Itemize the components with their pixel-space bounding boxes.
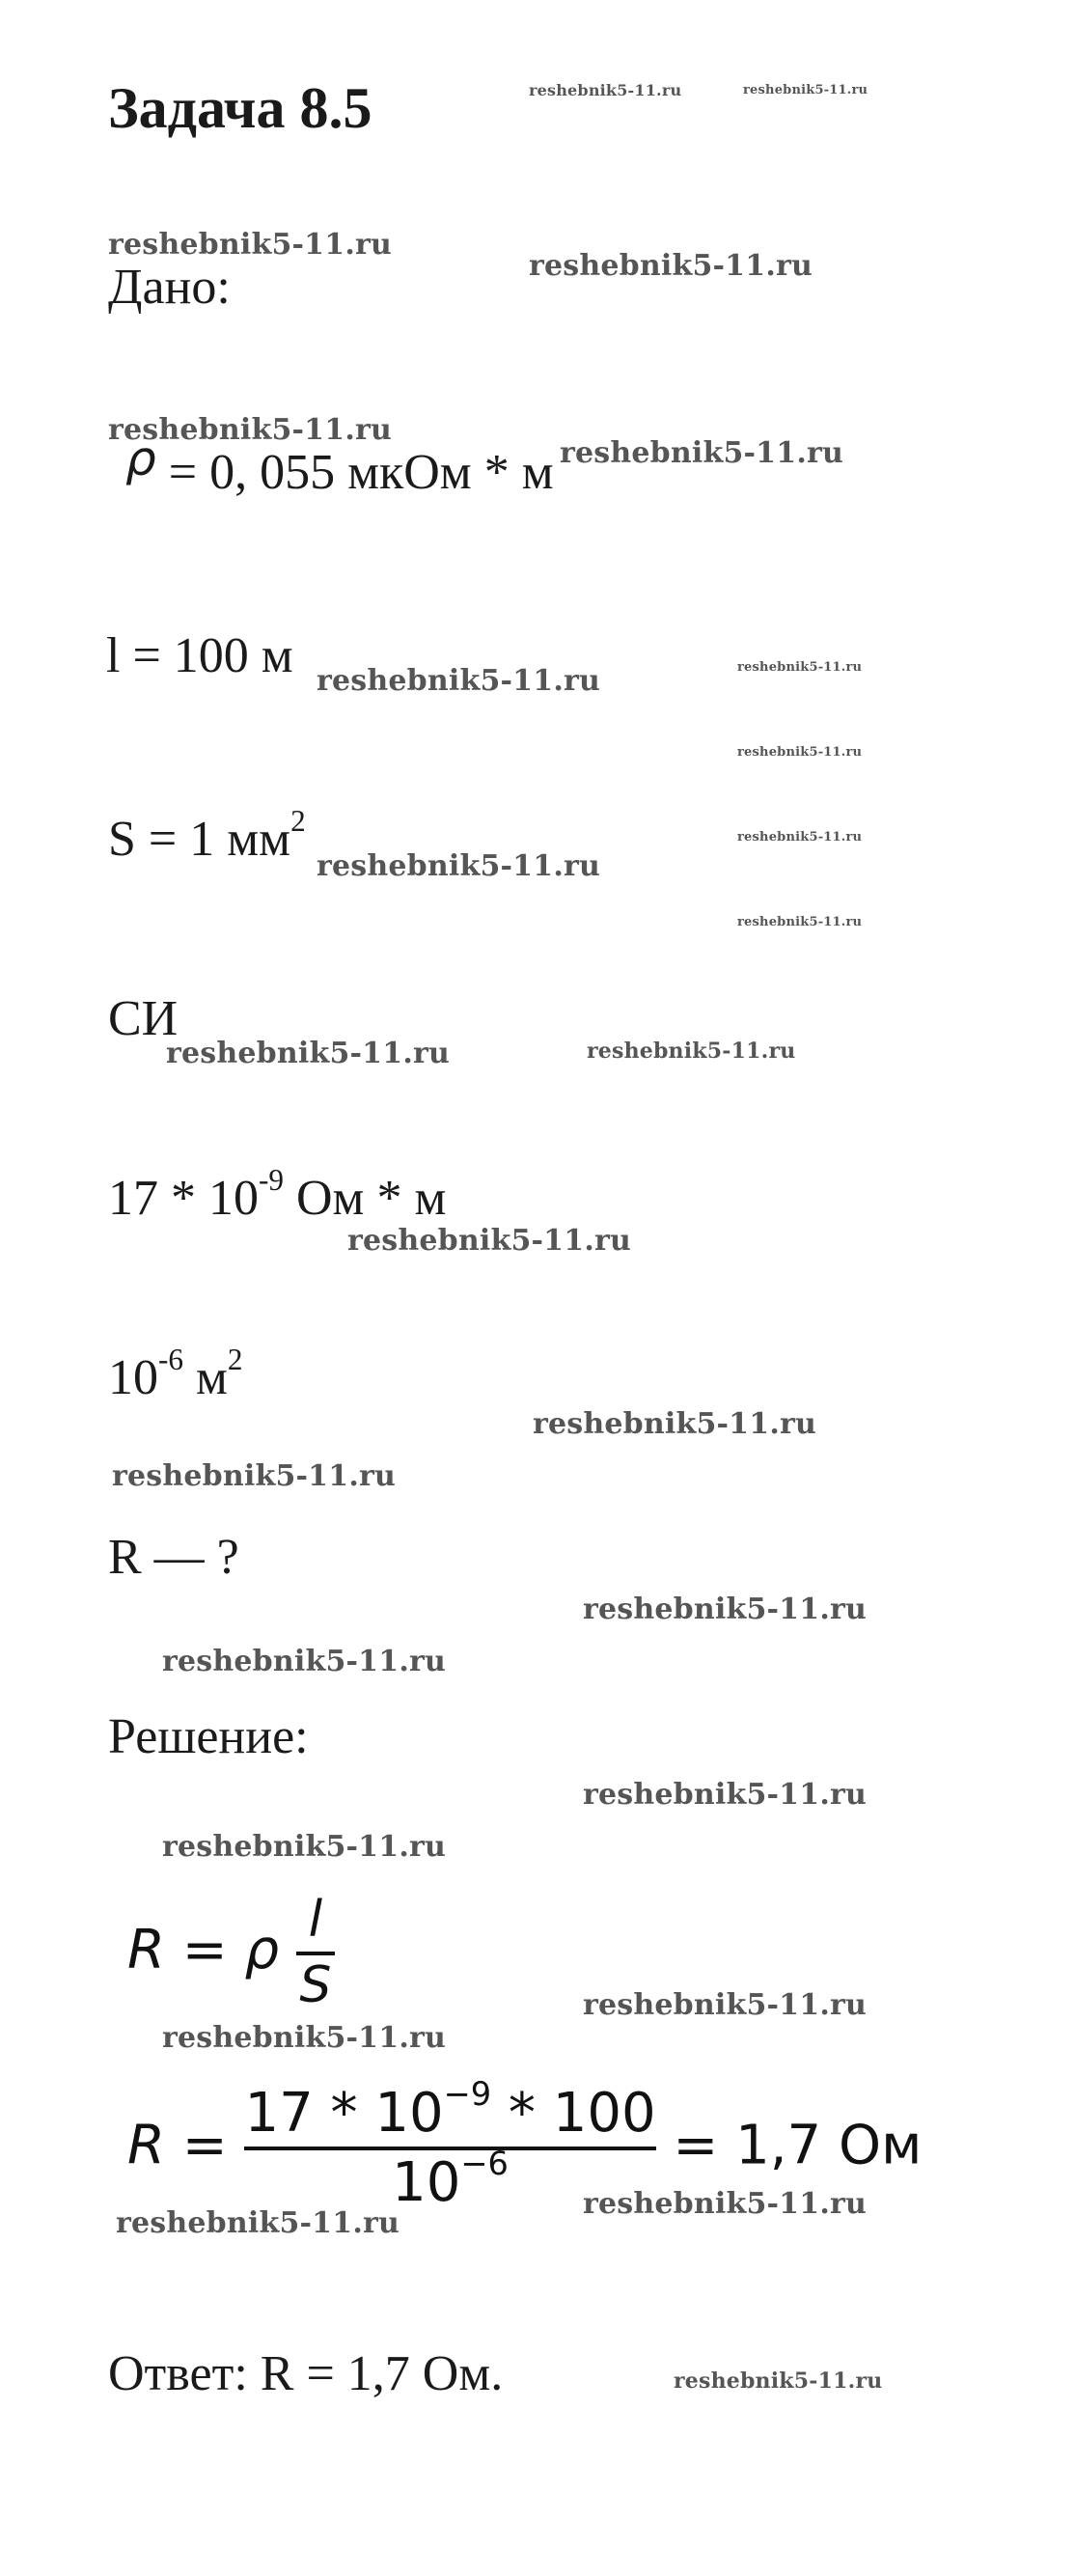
watermark: reshebnik5-11.ru xyxy=(317,849,600,883)
formula1-lhs: R xyxy=(127,1918,165,1981)
watermark: reshebnik5-11.ru xyxy=(583,1778,867,1812)
area-exponent: 2 xyxy=(290,804,306,839)
watermark: reshebnik5-11.ru xyxy=(162,1645,446,1678)
watermark: reshebnik5-11.ru xyxy=(743,83,868,97)
si-rho-exponent: -9 xyxy=(259,1163,284,1198)
rho-symbol: ρ xyxy=(125,430,156,486)
watermark: reshebnik5-11.ru xyxy=(674,2368,883,2394)
formula1-numerator: l xyxy=(308,1891,323,1949)
watermark: reshebnik5-11.ru xyxy=(108,228,392,262)
formula-resistance-definition xyxy=(127,1892,335,2015)
given-area xyxy=(108,804,306,868)
si-area-base: 10 xyxy=(108,1350,158,1405)
si-label: СИ xyxy=(108,991,179,1046)
formula2-result: = 1,7 Ом xyxy=(673,2114,923,2177)
watermark: reshebnik5-11.ru xyxy=(529,249,813,283)
watermark: reshebnik5-11.ru xyxy=(533,1407,816,1441)
page-title: Задача 8.5 xyxy=(108,76,372,140)
watermark: reshebnik5-11.ru xyxy=(737,745,863,760)
si-area-exponent: -6 xyxy=(158,1343,183,1377)
answer-line: Ответ: R = 1,7 Ом. xyxy=(108,2346,504,2401)
watermark: reshebnik5-11.ru xyxy=(347,1224,631,1258)
formula2-numerator xyxy=(244,2075,656,2145)
formula1-fraction xyxy=(296,1892,335,2015)
watermark: reshebnik5-11.ru xyxy=(587,1039,796,1064)
rho-value: = 0, 055 мкОм * м xyxy=(168,445,554,500)
formula2-equals: = xyxy=(181,2114,228,2177)
watermark: reshebnik5-11.ru xyxy=(560,436,843,470)
watermark: reshebnik5-11.ru xyxy=(116,2206,400,2240)
watermark: reshebnik5-11.ru xyxy=(162,1830,446,1864)
given-label: Дано: xyxy=(108,260,231,315)
formula1-fraction-bar xyxy=(296,1952,335,1955)
watermark: reshebnik5-11.ru xyxy=(317,664,600,698)
watermark: reshebnik5-11.ru xyxy=(108,413,392,447)
formula2-fraction-bar xyxy=(244,2147,655,2150)
si-area-unit: м xyxy=(182,1350,228,1405)
formula2-num-base: 17 * 10 xyxy=(244,2082,444,2145)
find-label: R — ? xyxy=(108,1530,239,1585)
formula2-num-tail: * 100 xyxy=(491,2082,656,2145)
watermark: reshebnik5-11.ru xyxy=(737,660,863,675)
watermark: reshebnik5-11.ru xyxy=(583,2187,867,2221)
formula2-den-base: 10 xyxy=(392,2151,461,2215)
solution-label: Решение: xyxy=(108,1709,309,1764)
watermark: reshebnik5-11.ru xyxy=(583,1593,867,1626)
formula2-lhs: R xyxy=(127,2114,165,2177)
formula1-rho: ρ xyxy=(244,1918,280,1981)
watermark: reshebnik5-11.ru xyxy=(112,1459,396,1493)
watermark: reshebnik5-11.ru xyxy=(737,830,863,845)
formula1-denominator: S xyxy=(299,1955,332,2014)
area-base: S = 1 мм xyxy=(108,812,291,867)
si-resistivity xyxy=(108,1163,447,1227)
given-length: l = 100 м xyxy=(106,628,293,683)
watermark: reshebnik5-11.ru xyxy=(166,1037,450,1070)
given-resistivity xyxy=(125,430,554,501)
si-area xyxy=(108,1343,243,1406)
formula2-den-exponent: −6 xyxy=(460,2145,509,2183)
formula1-equals: = xyxy=(181,1918,228,1981)
si-rho-base: 17 * 10 xyxy=(108,1171,259,1226)
watermark: reshebnik5-11.ru xyxy=(529,81,682,99)
formula2-num-exponent: −9 xyxy=(443,2075,492,2114)
si-area-unit-exponent: 2 xyxy=(227,1343,243,1377)
si-rho-unit: Ом * м xyxy=(283,1171,447,1226)
watermark: reshebnik5-11.ru xyxy=(583,1988,867,2022)
watermark: reshebnik5-11.ru xyxy=(737,915,863,929)
watermark: reshebnik5-11.ru xyxy=(162,2021,446,2055)
